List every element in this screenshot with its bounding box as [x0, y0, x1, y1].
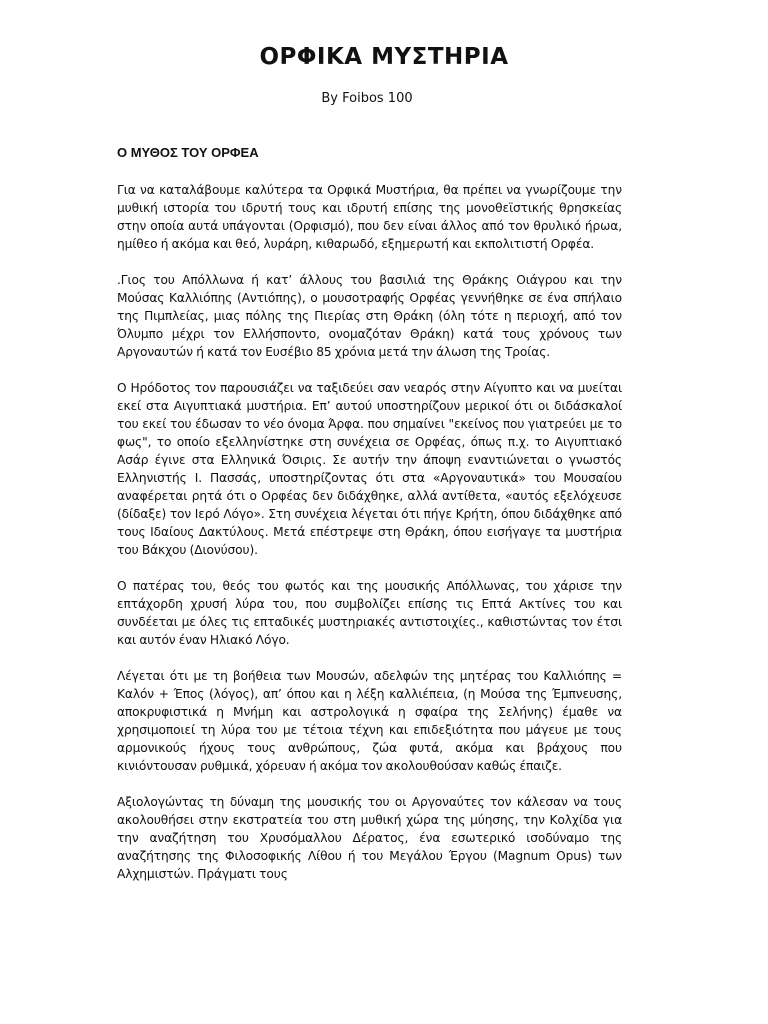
paragraph: .Γιος του Απόλλωνα ή κατ’ άλλους του βασιλιά της Θράκης Οιάγρου και την Μούσας Καλλιόπης (Αντιόπης), ο μουσοτραφής Ορφέας γεννήθηκε σε ένα σπήλαιο της Πιμπλείας, μιας πόλης της Πιερίας στη Θράκη (όλη τότε η περιοχή, από τον Όλυμπο μέχρι τον Ελλήσποντο, ονομαζόταν Θράκη) κατά τους χρόνους των Αργοναυτών ή κατά τον Ευσέβιο 85 χρόνια μετά την άλωση της Τροίας.: [117, 273, 622, 359]
paragraph: Ο πατέρας του, θεός του φωτός και της μουσικής Απόλλωνας, του χάρισε την επτάχορδη χρυσή λύρα του, που συμβολίζει επίσης τις Επτά Ακτίνες του και συνδέεται με όλες τις επταδικές μυστηριακές αντιστοιχίες., καθιστώντας τον έτσι και αυτόν έναν Ηλιακό Λόγο.: [117, 579, 622, 647]
paragraph: Ο Ηρόδοτος τον παρουσιάζει να ταξιδεύει σαν νεαρός στην Αίγυπτο και να μυείται εκεί στα Αιγυπτιακά μυστήρια. Επ’ αυτού υποστηρίζουν μερικοί ότι οι διδάσκαλοί του εκεί του έδωσαν το νέο όνομα Άρφα. που σημαίνει "εκείνος που γιατρεύει με το φως", το οποίο εξελληνίστηκε στη συνέχεια σε Ορφέας, όπως π.χ. το Αιγυπτιακό Ασάρ έγινε στα Ελληνικά Όσιρις. Σε αυτήν την άποψη εναντιώνεται ο γνωστός Ελληνιστής Ι. Πασσάς, υποστηρίζοντας ότι στα «Αργοναυτικά» του Μουσαίου αναφέρεται ρητά ότι ο Ορφέας δεν διδάχθηκε, αλλά αντίθετα, «αυτός εξελόχευσε (δίδαξε) τον Ιερό Λόγο». Στη συνέχεια λέγεται ότι πήγε Κρήτη, όπου διδάχθηκε από τους Ιδαίους Δακτύλους. Μετά επέστρεψε στη Θράκη, όπου εισήγαγε τα μυστήρια του Βάκχου (Διονύσου).: [117, 381, 622, 557]
document-title: ΟΡΦΙΚΑ ΜΥΣΤΗΡΙΑ: [259, 44, 509, 70]
section-heading: Ο ΜΥΘΟΣ ΤΟΥ ΟΡΦΕΑ: [117, 145, 259, 160]
document-body: [117, 144, 622, 901]
paragraph: Λέγεται ότι με τη βοήθεια των Μουσών, αδελφών της μητέρας του Καλλιόπης = Καλόν + Έπος (λόγος), απ’ όπου και η λέξη καλλιέπεια, (η Μούσα της Έμπνευσης, αποκρυφιστικά η Μνήμη και αστρολογικά η σφαίρα της Σελήνης) έμαθε να χρησιμοποιεί τη λύρα του με τέτοια τέχνη και επιδεξιότητα που μάγευε με τους αρμονικούς ήχους τους ανθρώπους, ζώα φυτά, ακόμα και βράχους που κινιόντουσαν ρυθμικά, χόρευαν ή ακόμα τον ακολουθούσαν καθώς έπαιζε.: [117, 669, 622, 773]
paragraph: Αξιολογώντας τη δύναμη της μουσικής του οι Αργοναύτες τον κάλεσαν να τους ακολουθήσει στην εκστρατεία του στη μυθική χώρα της μύησης, την Κολχίδα για την αναζήτηση του Χρυσόμαλλου Δέρατος, ένα εσωτερικό ισοδύναμο της αναζήτησης της Φιλοσοφικής Λίθου ή του Μεγάλου Έργου (Magnum Opus) των Αλχημιστών. Πράγματι τους: [117, 795, 622, 881]
paragraph: Για να καταλάβουμε καλύτερα τα Ορφικά Μυστήρια, θα πρέπει να γνωρίζουμε την μυθική ιστορία του ιδρυτή τους και ιδρυτή επίσης της μονοθεϊστικής θρησκείας στην οποία αυτά υπάγονται (Ορφισμό), που δεν είναι άλλος από τον θρυλικό ήρωα, ημίθεο ή ακόμα και θεό, λυράρη, κιθαρωδό, εξημερωτή και εκπολιτιστή Ορφέα.: [117, 183, 622, 251]
author-byline: By Foibos 100: [321, 91, 413, 106]
